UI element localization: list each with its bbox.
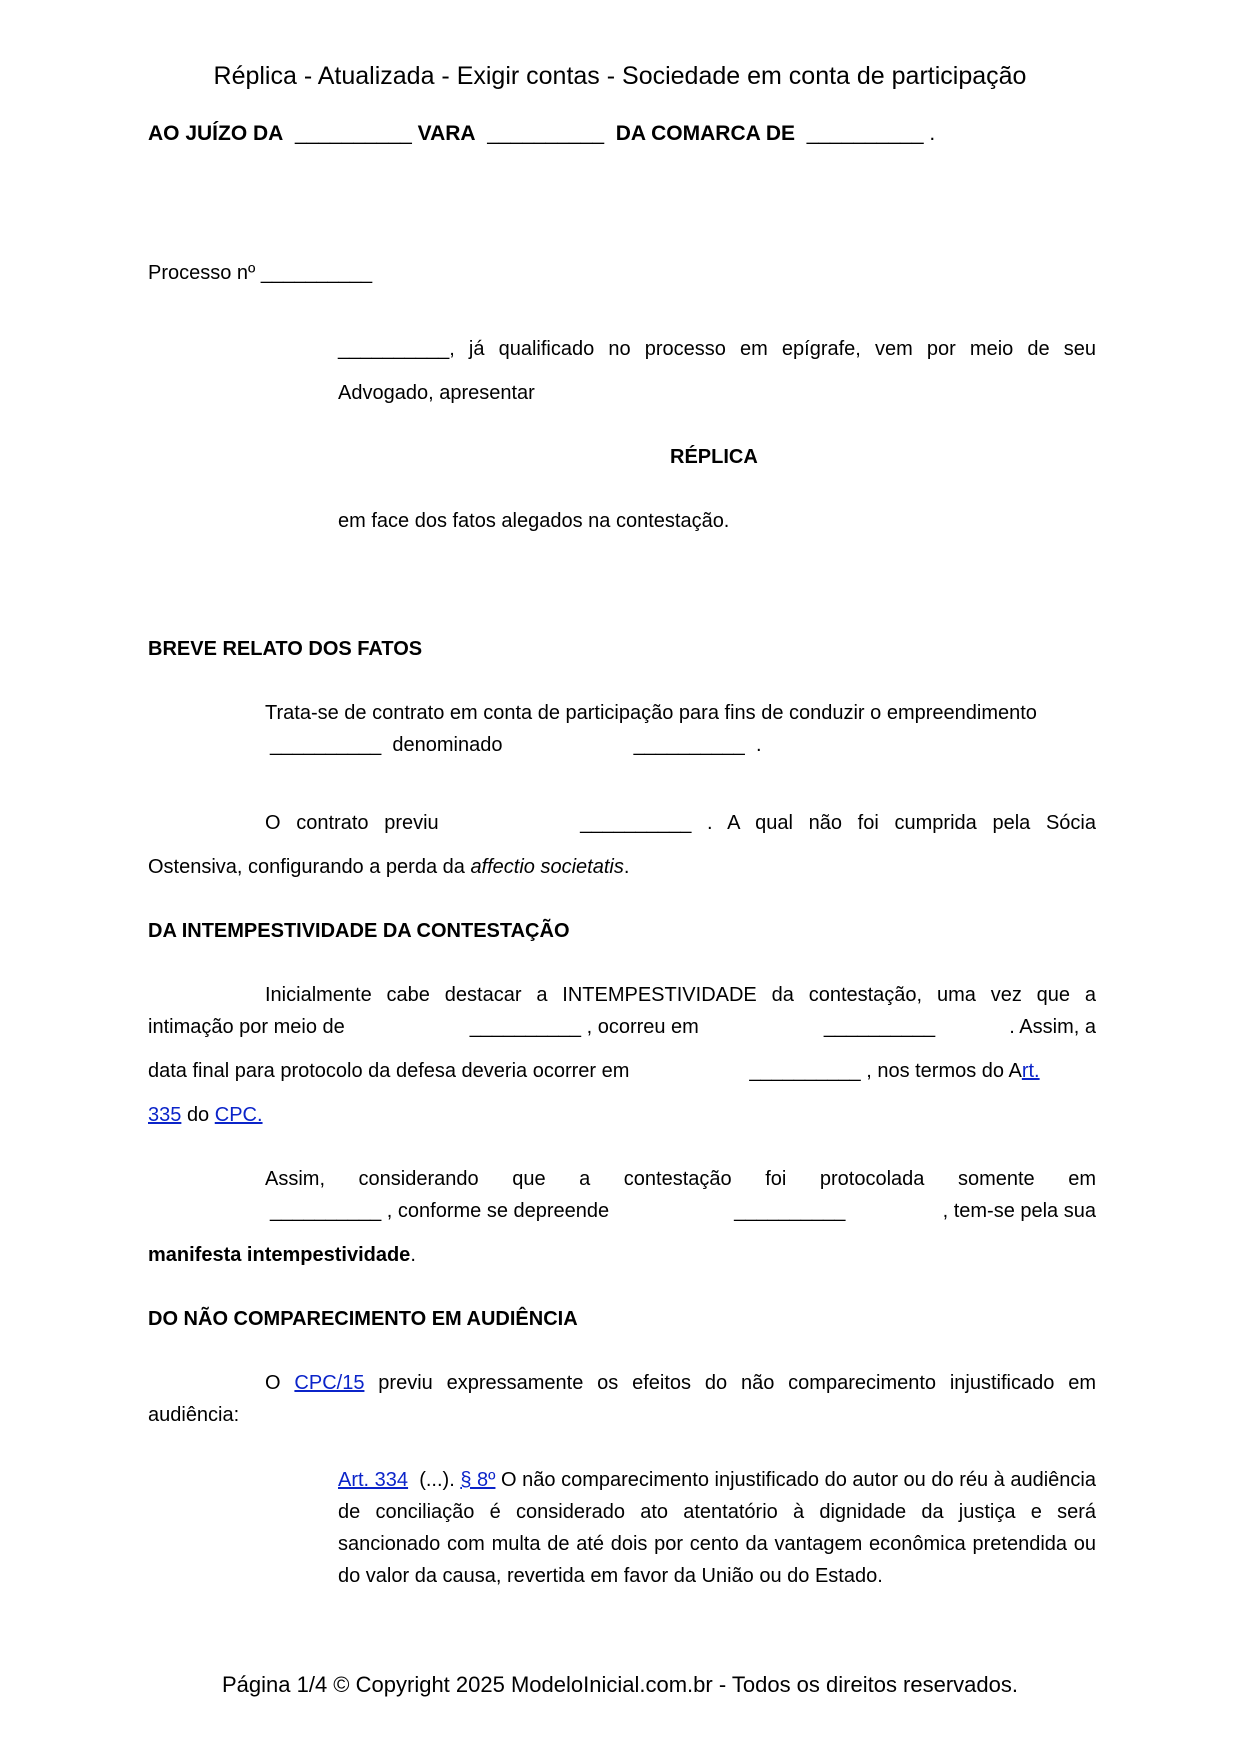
fatos-p1-mid: denominado xyxy=(392,734,503,756)
intemp-p1-line3-mid: , nos termos do A xyxy=(866,1060,1022,1082)
link-cpc15[interactable]: CPC/15 xyxy=(294,1372,365,1394)
section-heading-audiencia: DO NÃO COMPARECIMENTO EM AUDIÊNCIA xyxy=(148,1308,578,1330)
link-art[interactable]: rt. xyxy=(1021,1060,1040,1082)
fatos-p2-line2-start: Ostensiva, configurando a perda da xyxy=(148,856,465,878)
link-cpc[interactable]: CPC. xyxy=(214,1104,263,1126)
intro-blank: __________ xyxy=(338,338,450,360)
affectio-societatis: affectio societatis xyxy=(470,856,624,878)
link-art-334[interactable]: Art. 334 xyxy=(338,1469,409,1491)
court-header-part1: AO JUÍZO DA xyxy=(148,122,284,145)
intemp-p1-line2-mid: , ocorreu em xyxy=(586,1016,699,1038)
link-335[interactable]: 335 xyxy=(148,1104,182,1126)
court-header-blank1: __________ xyxy=(295,122,412,145)
fatos-p1-end: . xyxy=(755,734,762,756)
audiencia-p1-start: O xyxy=(265,1372,281,1394)
intemp-p1-line2-end: . Assim, a xyxy=(1009,1016,1096,1038)
intro-line-1 xyxy=(338,338,1096,361)
fatos-p2-blank: __________ xyxy=(580,812,692,834)
intemp-p2-mid: , conforme se depreende xyxy=(386,1200,610,1222)
process-number xyxy=(148,262,372,285)
intemp-p1-do: do xyxy=(186,1104,210,1126)
page-footer: Página 1/4 © Copyright 2025 ModeloInicial.com.br - Todos os direitos reservados. xyxy=(222,1672,1018,1697)
court-header-blank2: __________ xyxy=(487,122,605,145)
court-header-blank3: __________ xyxy=(806,122,924,145)
section-heading-intempestividade: DA INTEMPESTIVIDADE DA CONTESTAÇÃO xyxy=(148,920,570,942)
document-title: Réplica - Atualizada - Exigir contas - Sociedade em conta de participação xyxy=(213,62,1027,90)
court-header-part2: VARA xyxy=(417,122,476,145)
quote-mid: (...). xyxy=(419,1469,455,1491)
legal-quote xyxy=(338,1464,1096,1592)
fatos-p2-line2 xyxy=(148,856,629,879)
link-paragraph-8[interactable]: § 8º xyxy=(460,1469,496,1491)
intemp-p2-line2 xyxy=(270,1200,1096,1223)
process-label: Processo nº xyxy=(148,262,256,284)
quote-text: O não comparecimento injustificado do autor ou do réu à audiência de conciliação é considerado ato atentatório à dignidade da justiça e será sancionado com multa de até dois por cento da vantagem econômica pretendida ou do valor da causa, revertida em favor da União ou do Estado. xyxy=(338,1469,1096,1587)
intemp-p1-line1: Inicialmente cabe destacar a INTEMPESTIVIDADE da contestação, uma vez que a xyxy=(265,984,1096,1006)
fatos-p2-line1 xyxy=(265,812,1096,835)
court-header-end: . xyxy=(929,122,936,145)
intemp-p2-line1: Assim, considerando que a contestação foi protocolada somente em xyxy=(265,1168,1096,1190)
intemp-p1-blank3: __________ xyxy=(749,1060,861,1082)
intemp-p1-blank1: __________ xyxy=(469,1016,582,1038)
intemp-p1-line4 xyxy=(148,1104,263,1127)
fatos-p1-line1: Trata-se de contrato em conta de participação para fins de conduzir o empreendimento xyxy=(265,702,1037,724)
section-heading-fatos: BREVE RELATO DOS FATOS xyxy=(148,638,423,660)
replica-title: RÉPLICA xyxy=(670,446,758,468)
fatos-p1-blank1: __________ xyxy=(270,734,382,756)
intro-after: em face dos fatos alegados na contestação. xyxy=(338,510,730,532)
fatos-p2-start: O contrato previu xyxy=(265,812,439,834)
intemp-p1-line2-start: intimação por meio de xyxy=(148,1016,345,1038)
intemp-p2-line3 xyxy=(148,1244,416,1267)
intemp-p1-line3 xyxy=(148,1060,1096,1083)
intemp-p2-blank1: __________ xyxy=(270,1200,382,1222)
court-header-part3: DA COMARCA DE xyxy=(615,122,796,145)
audiencia-p1-rest: previu expressamente os efeitos do não comparecimento injustificado em xyxy=(378,1372,1096,1394)
fatos-p2-line2-end: . xyxy=(623,856,630,878)
intemp-p1-line2 xyxy=(148,1016,1096,1039)
intro-text-1: , já qualificado no processo em epígrafe, vem por meio de seu xyxy=(449,338,1096,360)
fatos-p2-end: . A qual não foi cumprida pela Sócia xyxy=(707,812,1096,834)
audiencia-p1-line2: audiência: xyxy=(148,1404,240,1426)
intemp-p1-blank2: __________ xyxy=(823,1016,936,1038)
audiencia-p1-line1 xyxy=(265,1372,1096,1395)
process-blank: __________ xyxy=(260,262,373,284)
manifesta-intempestividade: manifesta intempestividade xyxy=(148,1244,411,1266)
fatos-p1-blank2: __________ xyxy=(633,734,745,756)
intro-line-2: Advogado, apresentar xyxy=(338,382,535,404)
court-header xyxy=(148,122,935,146)
intemp-p2-end: , tem-se pela sua xyxy=(942,1200,1096,1222)
intemp-p2-blank2: __________ xyxy=(734,1200,846,1222)
fatos-p1-line2 xyxy=(270,734,762,757)
intemp-p1-line3-start: data final para protocolo da defesa deveria ocorrer em xyxy=(148,1060,630,1082)
intemp-p2-dot: . xyxy=(410,1244,416,1266)
